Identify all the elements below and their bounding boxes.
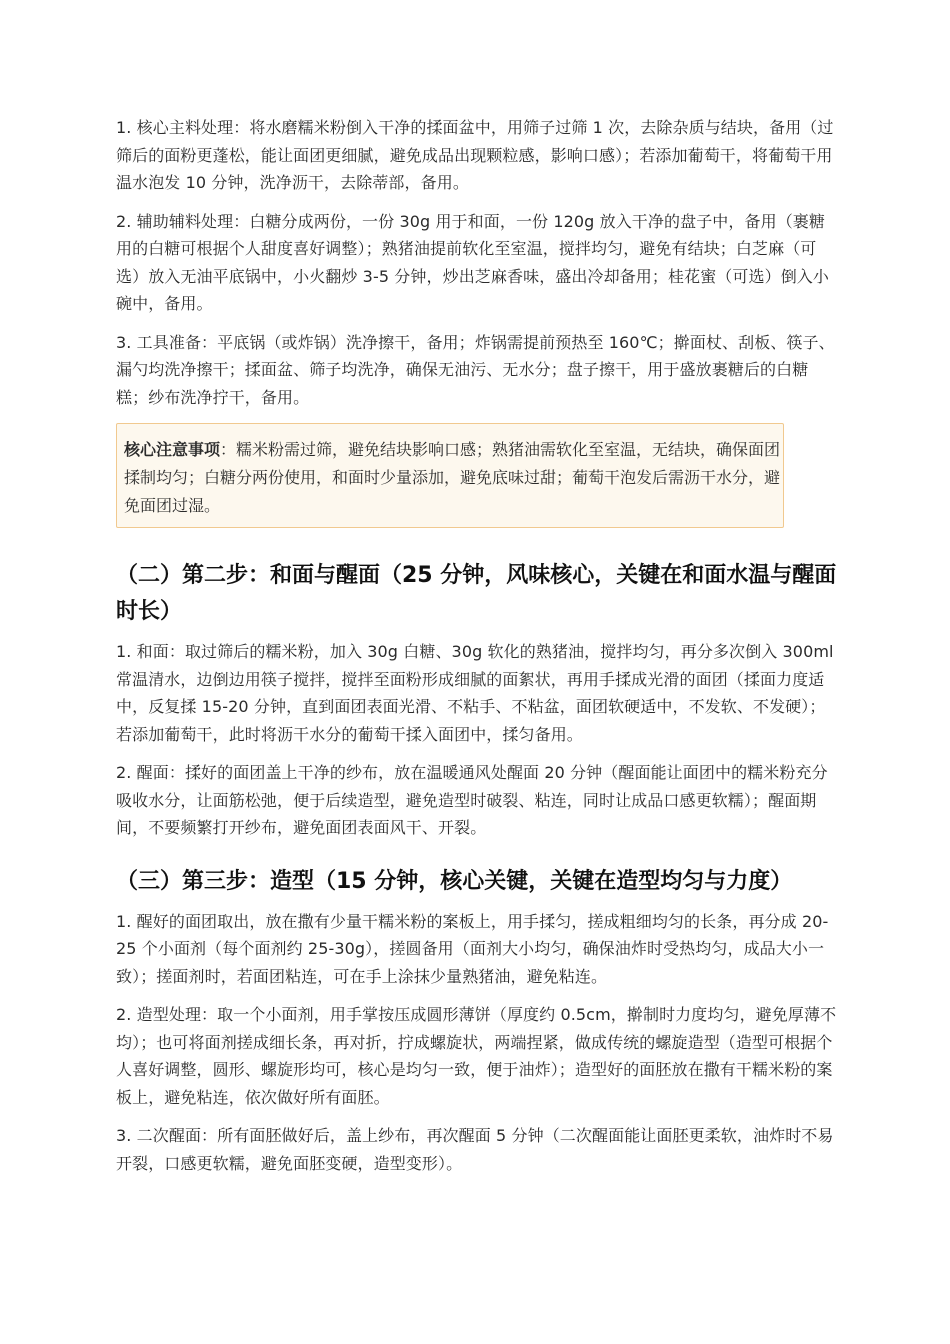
key-notes-text: ：糯米粉需过筛，避免结块影响口感；熟猪油需软化至室温，无结块，确保面团揉制均匀；白糖分两份使用，和面时少量添加，避免底味过甜；葡萄干泡发后需沥干水分，避免面团过湿。 (124, 440, 781, 515)
document-content (116, 114, 840, 1177)
step3-heading: （三）第三步：造型（15 分钟，核心关键，关键在造型均匀与力度） (116, 868, 793, 894)
step3-item-1: 1. 醒好的面团取出，放在撒有少量干糯米粉的案板上，用手揉匀，搓成粗细均匀的长条，再分成 20-25 个小面剂（每个面剂约 25-30g），搓圆备用（面剂大小均匀，确保油炸时受热均匀，成品大小一致）；搓面剂时，若面团粘连，可在手上涂抹少量熟猪油，避免粘连。 (116, 911, 829, 986)
step2-item-2: 2. 醒面：揉好的面团盖上干净的纱布，放在温暖通风处醒面 20 分钟（醒面能让面团中的糯米粉充分吸收水分，让面筋松弛，便于后续造型，避免造型时破裂、粘连，同时让成品口感更软糯）；醒面期间，不要频繁打开纱布，避免面团表面风干、开裂。 (116, 763, 828, 837)
prep-item-3: 3. 工具准备：平底锅（或炸锅）洗净擦干，备用；炸锅需提前预热至 160℃；擀面杖、刮板、筷子、漏勺均洗净擦干；揉面盆、筛子均洗净，确保无油污、无水分；盘子擦干，用于盛放裹糖后的白糖糕；纱布洗净拧干，备用。 (116, 332, 835, 407)
step2-item-1: 1. 和面：取过筛后的糯米粉，加入 30g 白糖、30g 软化的熟猪油，搅拌均匀，再分多次倒入 300ml 常温清水，边倒边用筷子搅拌，搅拌至面粉形成细腻的面絮状，再用手揉成光滑的面团（揉面力度适中，反复揉 15-20 分钟，直到面团表面光滑、不粘手、不粘盆，面团软硬适中，不发软、不发硬）；若添加葡萄干，此时将沥干水分的葡萄干揉入面团中，揉匀备用。 (116, 642, 834, 744)
prep-item-2: 2. 辅助辅料处理：白糖分成两份，一份 30g 用于和面，一份 120g 放入干净的盘子中，备用（裹糖用的白糖可根据个人甜度喜好调整）；熟猪油提前软化至室温，搅拌均匀，避免有结块；白芝麻（可选）放入无油平底锅中，小火翻炒 3-5 分钟，炒出芝麻香味，盛出冷却备用；桂花蜜（可选）倒入小碗中，备用。 (116, 211, 830, 313)
prep-item-1: 1. 核心主料处理：将水磨糯米粉倒入干净的揉面盆中，用筛子过筛 1 次，去除杂质与结块，备用（过筛后的面粉更蓬松，能让面团更细腻，避免成品出现颗粒感，影响口感）；若添加葡萄干，将葡萄干用温水泡发 10 分钟，洗净沥干，去除蒂部，备用。 (116, 118, 834, 192)
step3-item-3: 3. 二次醒面：所有面胚做好后，盖上纱布，再次醒面 5 分钟（二次醒面能让面胚更柔软，油炸时不易开裂，口感更软糯，避免面胚变硬，造型变形）。 (116, 1126, 834, 1173)
step2-heading: （二）第二步：和面与醒面（25 分钟，风味核心，关键在和面水温与醒面时长） (116, 563, 837, 624)
step3-item-2: 2. 造型处理：取一个小面剂，用手掌按压成圆形薄饼（厚度约 0.5cm，擀制时力度均匀，避免厚薄不均）；也可将面剂搓成细长条，再对折，拧成螺旋状，两端捏紧，做成传统的螺旋造型（造型可根据个人喜好调整，圆形、螺旋形均可，核心是均匀一致，便于油炸）；造型好的面胚放在撒有干糯米粉的案板上，避免粘连，依次做好所有面胚。 (116, 1005, 837, 1107)
key-notes-box (116, 423, 784, 528)
key-notes-label: 核心注意事项 (124, 440, 221, 459)
